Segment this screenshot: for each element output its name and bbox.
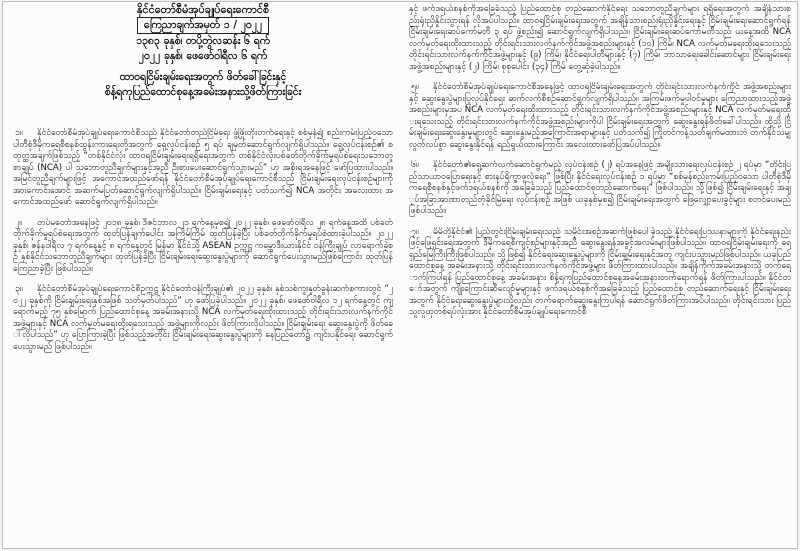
paragraph-text: နိုင်ငံတော်စီမံအုပ်ချုပ်ရေးကောင်စီအနေဖြင့် ထာဝရငြိမ်းချမ်းရေးအတွက် တိုင်းရင်းသားလက်နက်ကိုင် အဖွဲ့အစည်းများနှင့် ဆွေးနွေးပွဲများပြုလုပ်နိုင်ရေး ဆက်လက်စီစဉ်ဆောင်ရွက်လျက်ရှိပါသည်။ အကြမ်းဖက်မှုပါဝင်မှုများ ကြေညာထားသည့်အဖွဲ့အစည်းများမှအပ NCA လက်မှတ်ရေးထိုးထားသည့် တိုင်းရင်းသားလက်နက်ကိုင်အဖွဲ့အစည်းများနှင့် NCA လက်မှတ်မရေးထိုးရသေးသည့် တိုင်းရင်းသားလက်နက်ကိုင်အဖွဲ့အစည်းများကိုပါ ငြိမ်းချမ်းရေးအတွက် ဆွေးနွေးရန်ဖိတ်ခေါ်ပါသည်။ ထို့သို့ ငြိမ်းချမ်းရေးဆွေးနွေးမှုများတွင် ဆွေးနွေးမည့်အကြောင်းအရာများနှင့် ပတ်သက်၍ ကြိုတင်ကန့်သတ်ချက်မထားဘဲ တက်နိုင်သမျှ လွတ်လပ်စွာ ဆွေးနွေးနိုင်ရန် ရည်ရွယ်ထားကြောင်း အလေးထားဖော်ပြအပ်ပါသည်။ [409,82,791,150]
paragraph-5 [409,82,791,151]
paragraph-2 [13,218,393,276]
paragraph-text: နိုင်ငံတော်စီမံအုပ်ချုပ်ရေးကောင်စီဥက္ကဋ္ဌ နိုင်ငံတော်ဝန်ကြီးချုပ်၏ ၂၀၂၂ ခုနှစ်၊ နှစ်သစ်ကူးနှုတ်ခွန်းဆက်စကားတွင် “၂၀၂၂ ခုနှစ်ကို ငြိမ်းချမ်းရေးနှစ်အဖြစ် သတ်မှတ်ပါသည်” ဟု ဖော်ပြခဲ့ပါသည်။ ၂၀၂၂ ခုနှစ်၊ ဖေဖော်ဝါရီလ ၁၂ ရက်နေ့တွင် ကျရောက်မည့် ၇၅ နှစ်မြောက် ပြည်ထောင်စုနေ့ အခမ်းအနားသို့ NCA လက်မှတ်ရေးထိုးထားသည့် တိုင်းရင်းသားလက်နက်ကိုင်အဖွဲ့များနှင့် NCA လက်မှတ်မရေးထိုးရသေးသည့် အဖွဲ့များကိုလည်း ဖိတ်ကြားလိုပါသည်။ ငြိမ်းချမ်းရေး ဆွေးနွေးပွဲကို ဖိတ်ခေါ်လိုပါသည်” ဟု ပြောကြားခဲ့ပြီး ဖြစ်သည့်အတိုင်း ငြိမ်းချမ်းရေးဆွေးနွေးပွဲများကို နေပြည်တော်၌ ကျင်းပနိုင်ရေး ဆောင်ရွက်ပေးသွားမည် ဖြစ်ပါသည်။ [13,284,393,352]
paragraph-6 [409,160,791,218]
paragraph-4-continued [409,4,791,73]
right-column [409,4,791,328]
paragraph-number: ၅။ [411,82,419,92]
paragraph-text: နိုင်ငံတော်၏ရှေ့ဆက်လက်ဆောင်ရွက်မည့် လုပ်ငန်းစဉ် (၂) ရပ်အနေဖြင့် အမျိုးသားရေးလုပ်ငန်းစဉ် ၂ ရပ်မှာ “တိုင်းပြည်သာယာဝပြောရေးနှင့် စားနပ်ရိက္ခာဖူလုံရေး” ဖြစ်ပြီး နိုင်ငံရေးလုပ်ငန်းစဉ် ၁ ရပ်မှာ “စစ်မှန်စည်းကမ်းပြည့်ဝသော ပါတီစုံဒီမိုကရေစီစနစ်နှင့်ဖက်ဒရယ်စနစ်ကို အခြေခံသည့် ပြည်ထောင်စုတည်ဆောက်ရေး” ဖြစ်ပါသည်။ သို့ဖြစ်၍ ငြိမ်းချမ်းရေးနှင့် အချုပ်အခြာအာဏာတည်တံ့ခိုင်မြဲရေး လုပ်ငန်းစဉ် အဖြစ် ယခုနှစ်မှစ၍ ငြိမ်းချမ်းရေးအတွက် ဖြေလျှော့ပေးခွင့်များ စတင်ပေးမည်ဖြစ်ပါသည်။ [409,160,791,216]
paragraph-number: ၂။ [15,217,22,228]
announcement-header [3,2,403,115]
date-myanmar: ၁၃၈၃ ခုနှစ်၊ တပို့တွဲလဆန်း ၆ ရက် [136,35,270,47]
issuer-name: နိုင်ငံတော်စီမံအုပ်ချုပ်ရေးကောင်စီ [136,3,270,16]
paragraph-text: တပ်မတော်အနေဖြင့် ၂၀၁၈ ခုနှစ်၊ ဒီဇင်ဘာလ ၂၁ ရက်နေ့မှစ၍ ၂၀၂၂ ခုနှစ်၊ ဖေဖော်ဝါရီလ ၂၈ ရက်နေ့အထိ ပစ်ခတ်တိုက်ခိုက်မှုရပ်စဲရေးအတွက် ထုတ်ပြန်ချက်ပေါင်း အကြိမ်ကြိမ် ထုတ်ပြန်ခဲ့ပြီး ပစ်ခတ်တိုက်ခိုက်မှုရပ်စဲထားခဲ့ပါသည်။ ၂၀၂၂ ခုနှစ်၊ ဇန်နဝါရီလ ၇ ရက်နေ့နှင့် ၈ ရက်နေ့တွင် မြန်မာ နိုင်ငံသို့ ASEAN ဥက္ကဋ္ဌ ကမ္ဘောဒီးယားနိုင်ငံ ဝန်ကြီးချုပ် လာရောက်ခဲ့စဉ် နှစ်နိုင်ငံသဘောတူညီချက်များ ထုတ်ပြန်ခဲ့ပြီး ငြိမ်းချမ်းရေးဆွေးနွေးပွဲများကို ဆောင်ရွက်ပေးသွားမည်ဖြစ်ကြောင်း ထုတ်ပြန်ကြေညာခဲ့ပြီး ဖြစ်ပါသည်။ [13,217,393,274]
paragraph-number: ၆။ [411,160,419,170]
paragraph-1 [13,128,393,209]
paragraph-text: မိမိတို့နိုင်ငံ၏ ပြည်တွင်းငြိမ်းချမ်းရေးသည် သမိုင်းအစဉ်အဆက်ဖြစ်ပေါ်ခဲ့သည့် နိုင်ငံရေးပြဿနာများကို နိုင်ငံရေးနည်းဖြင့်ဖြေရှင်းရေးအတွက် ဒီမိုကရေစီကျင့်စဉ်များနှင့်အညီ ဆွေးနွေးရန်အခွင့်အလမ်းများဖြစ်ပါသည်။ ထာဝရငြိမ်းချမ်းရေးကို ရေရှည်မြေကြီးကြီးဖြစ်ပါသည်။ သို့ဖြစ်၍ နိုင်ငံရေးဆွေးနွေးပွဲများကို ငြိမ်းချမ်းရေးနှင့်အတူ ကျင်းပသွားမည်ဖြစ်ပါသည်။ ယခုပြည်ထောင်စုနေ့ အခမ်းအနားသို့ တိုင်းရင်းသားလက်နက်ကိုင်အဖွဲ့များ ဖိတ်ကြားထားပါသည်။ အချိန်ကိုက်အခမ်းအနားသို့ တက်ရောက်ကြပါရန် ပြည်ထောင်စုနေ့ အခမ်းအနား စိန့်ရကုပြည်ထောင်စုနေ့အခမ်းအနားတက်ရောက်ရန် ဖိတ်ကြားပါသည်။ နိုင်ငံတော်အတွက် ကျိုးကြောင်းဆီလျော်မှုများနှင့် ဖက်ဒရယ်စနစ်ကိုအခြေခံသည့် ပြည်ထောင်စု တည်ဆောက်ရေးနှင့် ငြိမ်းချမ်းရေးအတွက် နိုင်ငံရေးဆွေးနွေးပွဲများသို့လည်း တက်ရောက်ဆွေးနွေးကြပါရန် ဆောင်ရွက်ဖိတ်ကြားအပ်ပါသည်။ တိုင်းရင်းသား ပြည်သူလူထုတစ်ရပ်လုံးအား နိုင်ငံတော်စီမံအုပ်ချုပ်ရေးကောင်စီ [409,226,791,317]
left-column [13,128,393,362]
paragraph-text: နှင့် ဖက်ဒရယ်စနစ်ကိုအခြေခံသည့် ပြည်ထောင်စု တည်ဆောက်နိုင်ရေး သဘောတူညီချက်များ ရရှိရေးအတွက် အချိန်သားစည်းရုံးညှိနှိုင်းသွားရန် လိုအပ်ပါသည်။ ထာဝရငြိမ်းချမ်းရေးအတွက် အချိန်သားစည်းရုံးညှိနှိုင်းရေးနှင့် ငြိမ်းချမ်းရေးဆောင်ရွက်ရန် ငြိမ်းချမ်းရေးဆပ်ကော်မတီ ၃ ရပ် ဖွဲ့စည်း၍ ဆောင်ရွက်လျက်ရှိပါသည်။ ငြိမ်းချမ်းရေးဆပ်ကော်မတီသည် ယနေ့အထိ NCA လက်မှတ်ရေးထိုးထားသည့် တိုင်းရင်းသားလက်နက်ကိုင်အဖွဲ့အစည်းများနှင့် (၁၀) ကြိမ်၊ NCA လက်မှတ်မရေးထိုးရသေးသည့် တိုင်းရင်းသားလက်နက်ကိုင်အဖွဲ့များနှင့် (၉) ကြိမ်၊ နိုင်ငံရေးပါတီများနှင့် (၇) ကြိမ်၊ ဘာသာရေးခေါင်းဆောင်များ ငြိမ်းချမ်းရေးအဖွဲ့အစည်းများနှင့် (၂) ကြိမ်၊ စုစုပေါင်း (၃၄) ကြိမ် တွေ့ဆုံခဲ့ပါသည်။ [409,4,791,72]
paragraph-7 [409,227,791,319]
paragraph-text: နိုင်ငံတော်စီမံအုပ်ချုပ်ရေးကောင်စီသည် နိုင်ငံတော်တည်ငြိမ်ရေး ဖွံ့ဖြိုးတိုးတက်ရေးနှင့် စစ်မှန်၍ စည်းကမ်းပြည့်ဝသော ပါတီစုံဒီမိုကရေစီစနစ်ထွန်းကားရေးတို့အတွက် ရှေ့လုပ်ငန်းစဉ် ၅ ရပ် ချမှတ်ဆောင်ရွက်လျက်ရှိပါသည်။ ရှေ့လုပ်ငန်းစဉ်၏ စတုတ္ထအချက်ဖြစ်သည့် “တစ်နိုင်ငံလုံး ထာဝရငြိမ်းချမ်းရေးရရှိရေးအတွက် တစ်နိုင်ငံလုံးပစ်ခတ်တိုက်ခိုက်မှုရပ်စဲရေးသဘောတူစာချုပ် (NCA) ပါ သဘောတူညီချက်များနှင့်အညီ ဦးစားပေးဆောင်ရွက်သွားမည်” ဟု အစိုးရအနေဖြင့် ဖော်ပြထားပါသည်။ အမြင်တူညီချက်များဖြင့် အကောင်အထည်ဖော်ရန် နိုင်ငံတော်စီမံအုပ်ချုပ်ရေးကောင်စီသည် ငြိမ်းချမ်းရေးလုပ်ငန်းစဉ်များကို အားကောင်းအောင် အဆက်မပြတ်ဆောင်ရွက်လျက်ရှိပါသည်။ ငြိမ်းချမ်းရေးနှင့် ပတ်သက်၍ NCA အတိုင်း အလေးထား အကောင်အထည်ဖော် ဆောင်ရွက်လျက်ရှိပါသည်။ [13,128,393,207]
subject-line-2: စိန့်ရကုပြည်ထောင်စုနေ့အခမ်းအနားသို့ဖိတ်ကြားခြင်း [104,86,302,98]
date-gregorian: ၂၀၂၂ ခုနှစ်၊ ဖေဖော်ဝါရီလ ၆ ရက် [138,50,268,62]
subject-line-1: ထာဝရငြိမ်းချမ်းရေးအတွက် ဖိတ်ခေါ်ခြင်းနှင့် [119,71,287,83]
paragraph-3 [13,284,393,353]
paragraph-number: ၃။ [15,284,23,294]
announcement-page [2,1,798,549]
announcement-number: ကြေညာချက်အမှတ် ၁ / ၂၀၂၂ [137,17,269,34]
paragraph-number: ၇။ [411,226,419,237]
paragraph-number: ၁။ [15,128,23,138]
